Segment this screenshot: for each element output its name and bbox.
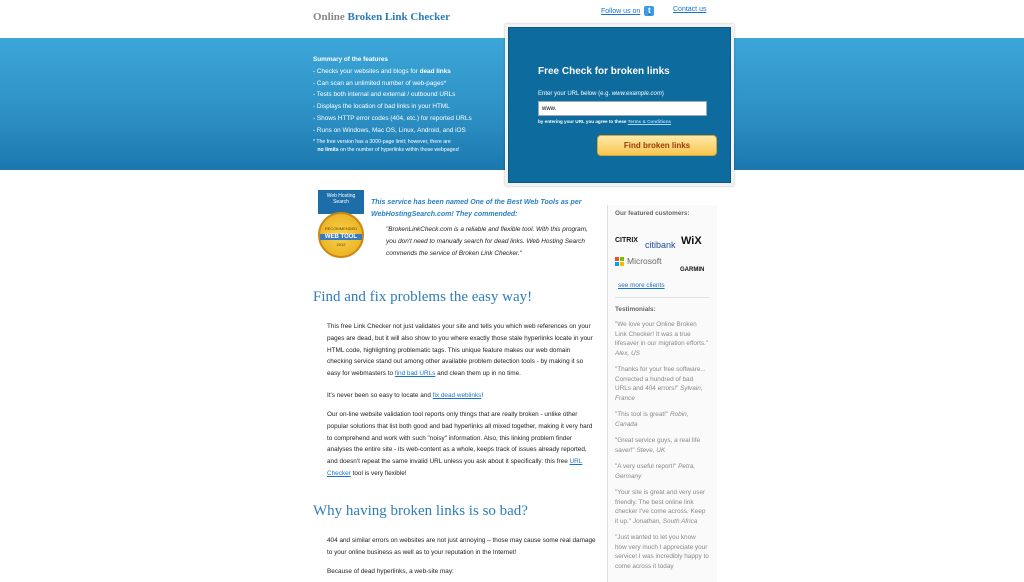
feature-item: - Displays the location of bad links in your HTML (313, 103, 450, 111)
find-bad-urls-link[interactable]: find bad URLs (394, 370, 436, 378)
citibank-logo: citibank (645, 240, 676, 250)
testimonial: "This tool is great!" Robin, Canada (615, 411, 689, 428)
testimonial: "We love your Online Broken Link Checker! It was a true lifesaver in our migration efforts." Alex, US (615, 321, 709, 357)
badge-seal: RECOMMENDED WEB TOOL 2012 (318, 212, 364, 258)
feature-item: - Tests both internal and external / outbound URLs (313, 91, 456, 99)
section-heading-why-bad: Why having broken links is so bad? (313, 503, 528, 519)
customers-title: Our featured customers: (615, 210, 690, 217)
errors-paragraph: 404 and similar errors on websites are not just annoying – those may cause some real damage to your online business as well as to your reputation in the Internet! (327, 537, 596, 556)
feature-item: - Checks your websites and blogs for dead links (313, 67, 451, 75)
testimonial: "Thanks for your free software... Corrected a hundred of bad URLs and 404 errors!" Sylvain, France (615, 366, 706, 402)
see-more-clients-link[interactable]: see more clients (618, 282, 665, 289)
feature-item: - Shows HTTP error codes (404, etc.) for reported URLs (313, 114, 472, 122)
features-summary (313, 54, 493, 154)
section-heading-find-fix: Find and fix problems the easy way! (313, 289, 533, 305)
feature-item: - Runs on Windows, Mac OS, Linux, Android, and iOS (313, 126, 466, 134)
sidebar-divider (615, 297, 710, 298)
free-check-panel (505, 24, 734, 186)
url-input[interactable] (538, 101, 707, 116)
follow-us-link[interactable] (601, 6, 654, 16)
logo-title: Broken Link Checker (347, 11, 451, 23)
feature-item: - Can scan an unlimited number of web-pages* (313, 79, 447, 87)
sidebar (607, 205, 717, 582)
twitter-icon[interactable]: t (644, 6, 654, 16)
site-logo[interactable] (313, 11, 450, 23)
terms-notice: by entering your URL you agree to these Terms & Conditions (538, 119, 672, 124)
testimonial: "Your site is great and very user friendly. The best online link checker I've come across. Keep it up." Jonathan, South Africa (615, 489, 706, 525)
easy-paragraph: It's never been so easy to locate and fix dead weblinks! (327, 392, 484, 399)
microsoft-logo: Microsoft (615, 256, 661, 266)
url-checker-link[interactable]: URL Checker (327, 458, 583, 477)
check-title: Free Check for broken links (538, 66, 670, 77)
badge-header: Web Hosting Search (318, 190, 364, 214)
testimonial: "A very useful report!" Petra, Germany (615, 463, 696, 480)
features-footnote: * The free version has a 3000-page limit; however, there are no limits on the number of hyperlinks within those webpages! (313, 138, 460, 153)
intro-paragraph: This free Link Checker not just validates your site and tells you which web references on your pages are dead, but it will also show to you where exactly those stale hyperlinks locate in your HTML code, highlighting problematic tags. This unique feature makes our web domain checking service stand out among other available problem detection tools - by making it so easy for webmasters to find bad URLs and clean them up in no time. (327, 323, 593, 378)
free-check-box (508, 27, 731, 183)
features-title: Summary of the features (313, 56, 388, 63)
fix-dead-weblinks-link[interactable]: fix dead weblinks (432, 392, 482, 399)
dead-links-paragraph: Because of dead hyperlinks, a web-site may: (327, 568, 454, 575)
citrix-logo: CITRIX (615, 237, 638, 244)
testimonial: "Great service guys, a real life saver!" Steve, UK (615, 437, 701, 454)
validation-paragraph: Our on-line website validation tool reports only things that are really broken - unlike other popular solutions that list both good and bad hyperlinks all mixed together, making it very hard to comprehend and work with such "noisy" information. Also, this linking problem finder analyses the entire site - its web-content as a whole, keeps track of issues already reported, and doesn't repeat the same invalid URL unless you ask about it specifically: this free URL Checker tool is very flexible! (327, 411, 593, 477)
award-quote: "BrokenLinkCheck.com is a reliable and flexible tool. With this program, you don't need to manually search for dead links. Web Hosting Search commends the service of Broken Link Checker." (386, 226, 588, 257)
garmin-logo: GARMIN (680, 267, 705, 273)
contact-us-link[interactable]: Contact us (673, 6, 707, 13)
testimonials-title: Testimonials: (615, 306, 656, 313)
logo-prefix: Online (313, 11, 345, 23)
find-broken-links-button[interactable]: Find broken links (597, 135, 717, 156)
microsoft-icon (615, 257, 624, 266)
award-badge[interactable] (318, 190, 366, 262)
testimonial: "Just wanted to let you know how very much I appreciate your service! I was incredibly happy to come across it today (615, 534, 709, 570)
terms-link[interactable]: Terms & Conditions (627, 119, 672, 124)
award-announcement: This service has been named One of the Best Web Tools as per WebHostingSearch.com! They commended: (371, 199, 582, 218)
url-input-label: Enter your URL below (e.g. www.example.com) (538, 91, 664, 97)
follow-label: Follow us on (601, 7, 641, 15)
customer-logos (615, 223, 717, 273)
wix-logo: WiX (681, 235, 702, 247)
